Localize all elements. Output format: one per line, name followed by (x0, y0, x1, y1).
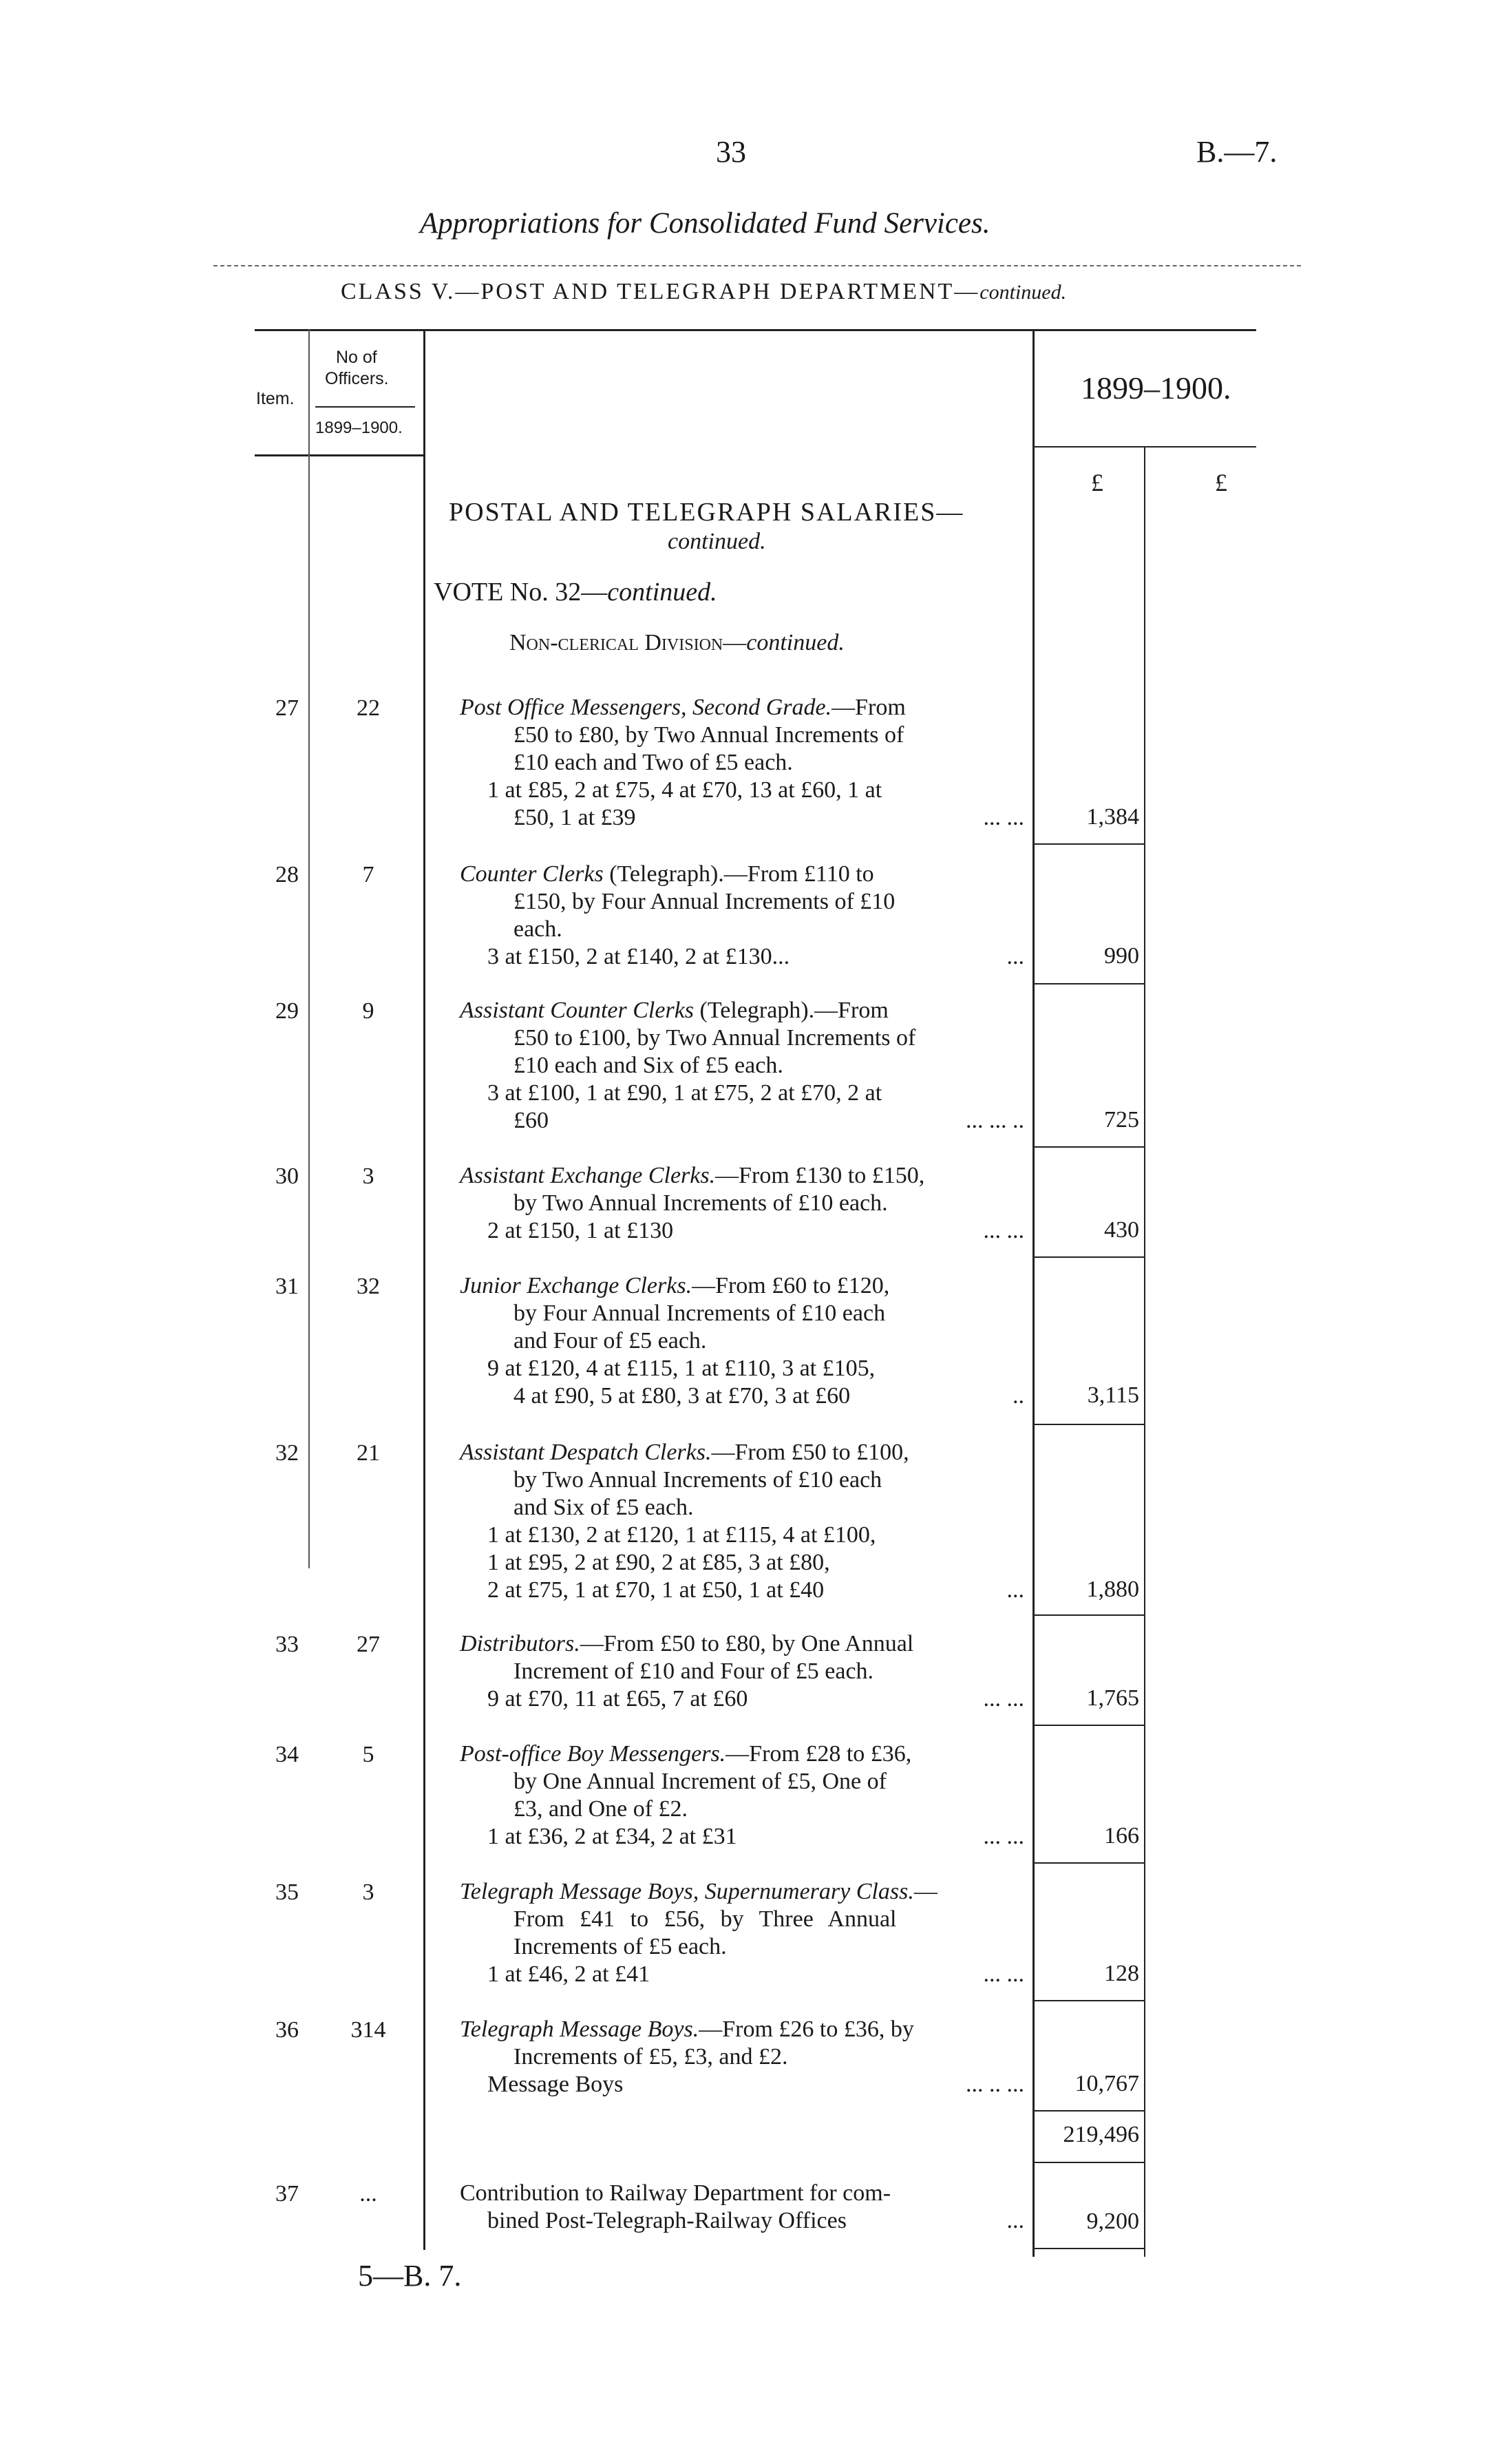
officers-year-header: 1899–1900. (315, 419, 403, 437)
item-description (460, 1439, 1024, 1604)
item-number: 36 (275, 2017, 299, 2043)
dot-leader: ... ... (983, 1961, 1024, 1987)
description-line: Message Boys (487, 2072, 624, 2097)
description-line: (Telegraph).—From £110 to (603, 861, 874, 887)
dot-leader: ... ... (983, 1218, 1024, 1243)
description-line: Increment of £10 and Four of £5 each. (513, 1659, 874, 1684)
row-rule (1032, 1862, 1144, 1864)
item-number: 30 (275, 1163, 299, 1189)
item-description (460, 2016, 1024, 2098)
item-title: Counter Clerks (460, 861, 604, 887)
description-line: £50 to £80, by Two Annual Increments of (513, 722, 904, 748)
header-bottom-rule-left (255, 454, 423, 456)
description-line: 4 at £90, 5 at £80, 3 at £70, 3 at £60 (513, 1383, 851, 1409)
description-line: — (913, 1879, 938, 1904)
item-title: Assistant Despatch Clerks. (460, 1440, 712, 1465)
table-top-rule (255, 329, 1256, 331)
item-description (460, 1878, 1024, 1988)
officers-count: 3 (362, 1163, 374, 1189)
row-rule (1032, 2000, 1144, 2001)
row-rule (1032, 1424, 1144, 1425)
description-last-line (460, 1217, 1024, 1245)
description-line: —From £50 to £100, (711, 1440, 909, 1465)
officers-count: 314 (350, 2017, 386, 2043)
amount: 128 (1104, 1961, 1139, 1986)
row-rule (1032, 1256, 1144, 1258)
vote-heading-text: VOTE No. 32— (434, 578, 608, 607)
description-line: by Two Annual Increments of £10 each. (513, 1190, 888, 1216)
year-column-header: 1899–1900. (1081, 370, 1231, 406)
pound-sign-1: £ (1091, 469, 1103, 496)
description-line: 9 at £120, 4 at £115, 1 at £110, 3 at £105, (487, 1356, 876, 1381)
description-line: 2 at £75, 1 at £70, 1 at £50, 1 at £40 (487, 1577, 825, 1603)
amount: 430 (1104, 1217, 1139, 1243)
item-title: Post-office Boy Messengers. (460, 1741, 726, 1767)
item-number: 27 (275, 695, 299, 721)
item-number: 33 (275, 1632, 299, 1657)
vote-heading (434, 577, 717, 607)
description-line: 1 at £130, 2 at £120, 1 at £115, 4 at £100, (487, 1522, 876, 1548)
pound-sign-2: £ (1215, 469, 1227, 496)
description-line: —From £50 to £80, by One Annual (580, 1631, 914, 1656)
dot-leader: ... ... (983, 805, 1024, 830)
class-heading-text: CLASS V.—POST AND TELEGRAPH DEPARTMENT— (341, 279, 980, 304)
item-title: Post Office Messengers, Second Grade. (460, 695, 832, 720)
row-rule (1032, 983, 1144, 984)
amount: 10,767 (1074, 2071, 1139, 2096)
description-last-line (460, 1382, 1024, 1410)
item-title: Distributors. (460, 1631, 580, 1656)
amount: 990 (1104, 943, 1139, 969)
description-line: by One Annual Increment of £5, One of (513, 1769, 887, 1794)
officers-column-rule (423, 329, 425, 2250)
dot-leader: .. (1013, 1383, 1024, 1409)
description-line: —From £26 to £36, by (699, 2017, 914, 2042)
row-rule (1032, 2110, 1144, 2112)
amount: 3,115 (1087, 1382, 1139, 1408)
description-line: £50, 1 at £39 (513, 805, 636, 830)
description-last-line (460, 1961, 1024, 1988)
dot-leader: ... ... .. (966, 1108, 1024, 1133)
subtotal-rule (1032, 2162, 1144, 2163)
description-line: each. (513, 916, 562, 942)
description-line: (Telegraph).—From (694, 998, 889, 1023)
class-heading-continued: continued. (979, 281, 1067, 304)
description-line: —From £130 to £150, (715, 1163, 925, 1188)
description-last-line (460, 1685, 1024, 1713)
description-line: Contribution to Railway Department for com- (460, 2180, 891, 2206)
description-line: £60 (513, 1108, 549, 1133)
page-reference: B.—7. (1196, 135, 1278, 169)
item-description (460, 2180, 1024, 2235)
dot-leader: ... (1006, 2208, 1024, 2233)
description-line: 1 at £36, 2 at £34, 2 at £31 (487, 1824, 737, 1849)
row-rule (1032, 1146, 1144, 1148)
item-description (460, 1630, 1024, 1713)
description-line: £10 each and Two of £5 each. (513, 750, 793, 775)
item-number: 28 (275, 862, 299, 887)
page-title: Appropriations for Consolidated Fund Services. (420, 207, 991, 240)
footer-reference: 5—B. 7. (358, 2259, 462, 2293)
amount: 1,880 (1086, 1577, 1139, 1602)
description-line: and Six of £5 each. (513, 1495, 694, 1520)
item-number: 31 (275, 1274, 299, 1299)
description-line: —From £60 to £120, (692, 1273, 890, 1298)
page-number: 33 (716, 135, 746, 169)
item-number: 35 (275, 1879, 299, 1905)
division-heading-text: Non-clerical Division— (509, 630, 747, 655)
row-rule (1032, 1614, 1144, 1616)
description-line: —From £28 to £36, (725, 1741, 912, 1767)
officers-count: 27 (357, 1632, 380, 1657)
title-rule (213, 265, 1301, 266)
description-line: 1 at £46, 2 at £41 (487, 1961, 650, 1987)
subtotal-amount: 219,496 (1063, 2122, 1139, 2147)
officers-subheader-rule (315, 406, 415, 408)
description-line: Increments of £5 each. (513, 1934, 727, 1959)
section-title: POSTAL AND TELEGRAPH SALARIES— (449, 498, 964, 527)
officers-count: 5 (362, 1742, 374, 1767)
description-line: 1 at £85, 2 at £75, 4 at £70, 13 at £60, 1 at (487, 777, 882, 803)
description-line: £150, by Four Annual Increments of £10 (513, 889, 896, 914)
description-line: —From (832, 695, 906, 720)
amount: 9,200 (1086, 2209, 1139, 2234)
division-heading (509, 630, 845, 656)
final-rule (1032, 2248, 1144, 2249)
description-line: bined Post-Telegraph-Railway Offices (487, 2208, 847, 2233)
item-number: 32 (275, 1440, 299, 1466)
class-heading (341, 279, 1066, 305)
row-rule (1032, 843, 1144, 845)
item-title: Junior Exchange Clerks. (460, 1273, 692, 1298)
description-last-line (460, 2071, 1024, 2098)
officers-header-line-2: Officers. (325, 369, 389, 388)
division-heading-continued: continued. (746, 630, 845, 655)
description-line: From £41 to £56, by Three Annual (513, 1906, 897, 1932)
item-description (460, 997, 1024, 1135)
dot-leader: ... (1006, 1577, 1024, 1603)
row-rule (1032, 1725, 1144, 1726)
amount: 166 (1104, 1823, 1139, 1849)
description-last-line (460, 943, 1024, 971)
item-description (460, 694, 1024, 832)
item-number: 29 (275, 998, 299, 1024)
officers-count: ... (359, 2181, 377, 2207)
description-line: £50 to £100, by Two Annual Increments of (513, 1025, 916, 1051)
description-line: 2 at £150, 1 at £130 (487, 1218, 674, 1243)
dot-leader: ... ... (983, 1686, 1024, 1712)
description-line: 1 at £95, 2 at £90, 2 at £85, 3 at £80, (487, 1550, 830, 1575)
item-title: Telegraph Message Boys, Supernumerary Class. (460, 1879, 914, 1904)
amount-column-rule-right (1144, 446, 1145, 2257)
item-description (460, 1272, 1024, 1410)
item-description (460, 1162, 1024, 1245)
officers-count: 3 (362, 1879, 374, 1905)
item-title: Assistant Counter Clerks (460, 998, 695, 1023)
description-last-line (460, 804, 1024, 832)
description-line: £10 each and Six of £5 each. (513, 1053, 783, 1078)
officers-count: 32 (357, 1274, 380, 1299)
description-line: 3 at £100, 1 at £90, 1 at £75, 2 at £70, 2 at (487, 1080, 882, 1106)
item-description (460, 861, 1024, 971)
officers-count: 21 (357, 1440, 380, 1466)
officers-count: 22 (357, 695, 380, 721)
item-description (460, 1740, 1024, 1851)
description-line: 3 at £150, 2 at £140, 2 at £130... (487, 944, 790, 969)
description-line: and Four of £5 each. (513, 1328, 707, 1354)
description-line: Increments of £5, £3, and £2. (513, 2044, 788, 2070)
amount-column-rule-left (1032, 329, 1035, 2257)
vote-heading-continued: continued. (607, 578, 717, 607)
officers-count: 7 (362, 862, 374, 887)
description-last-line (460, 2207, 1024, 2235)
description-last-line (460, 1823, 1024, 1851)
description-line: 9 at £70, 11 at £65, 7 at £60 (487, 1686, 748, 1712)
section-title-continued: continued. (668, 529, 766, 554)
item-number: 37 (275, 2181, 299, 2207)
item-number: 34 (275, 1742, 299, 1767)
dot-leader: ... (1006, 944, 1024, 969)
amount: 1,384 (1086, 804, 1139, 830)
item-column-header: Item. (256, 389, 295, 408)
description-last-line (460, 1107, 1024, 1135)
officers-count: 9 (362, 998, 374, 1024)
item-title: Telegraph Message Boys. (460, 2017, 699, 2042)
amount: 1,765 (1086, 1685, 1139, 1711)
item-column-rule (308, 329, 310, 1568)
dot-leader: ... .. ... (966, 2072, 1024, 2097)
officers-header-line-1: No of (336, 348, 377, 367)
item-title: Assistant Exchange Clerks. (460, 1163, 716, 1188)
dot-leader: ... ... (983, 1824, 1024, 1849)
amount: 725 (1104, 1107, 1139, 1133)
description-line: by Four Annual Increments of £10 each (513, 1301, 886, 1326)
description-last-line (460, 1577, 1024, 1604)
description-line: by Two Annual Increments of £10 each (513, 1467, 882, 1493)
description-line: £3, and One of £2. (513, 1796, 688, 1822)
